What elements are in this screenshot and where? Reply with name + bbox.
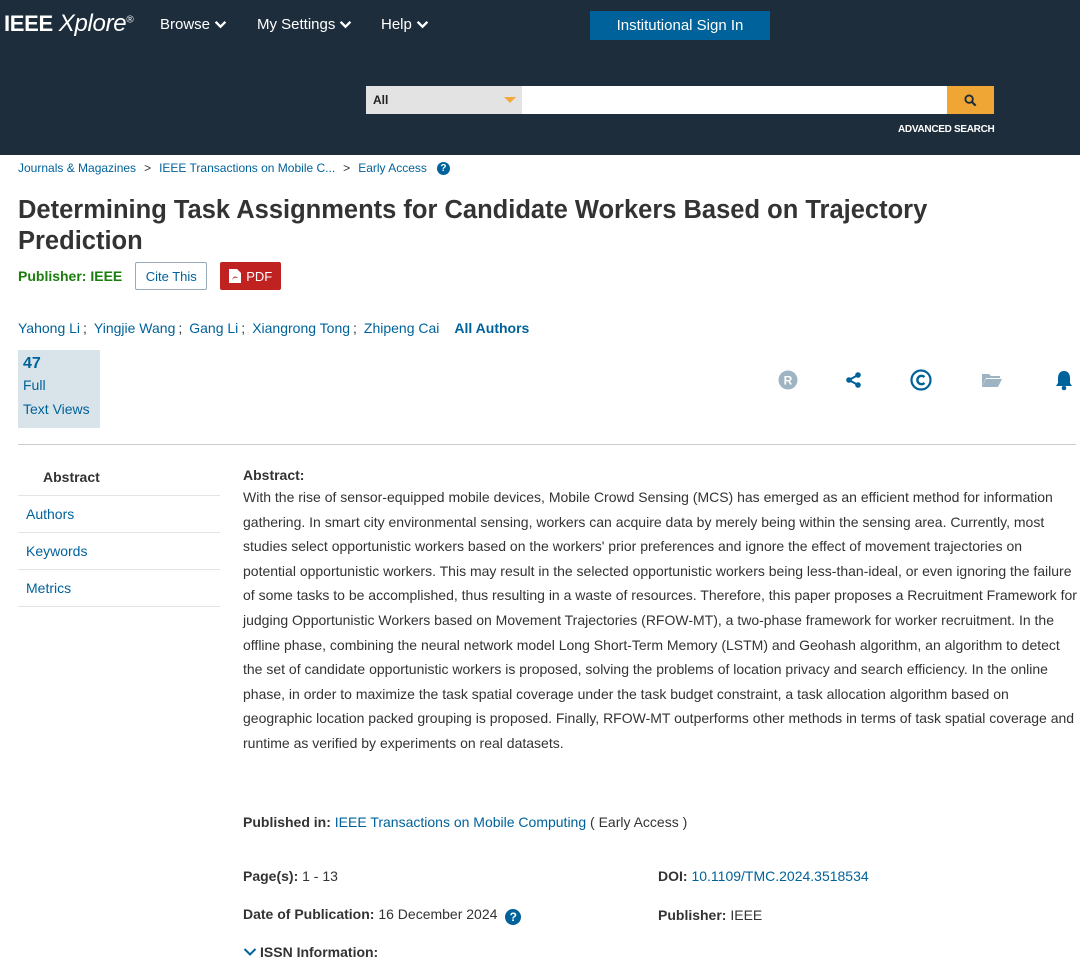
breadcrumb-separator: > — [144, 161, 152, 175]
doi-row — [658, 868, 869, 884]
search-button[interactable] — [947, 86, 994, 114]
folder-icon[interactable] — [981, 369, 1003, 391]
author-link[interactable]: Yingjie Wang — [93, 320, 176, 336]
views-label-line2: Text Views — [23, 401, 90, 417]
published-in-journal-link[interactable]: IEEE Transactions on Mobile Computing — [334, 814, 587, 830]
nav-browse[interactable] — [160, 16, 227, 33]
author-separator: ; — [353, 320, 357, 336]
publisher-detail-value: IEEE — [730, 907, 763, 923]
pages-label: Page(s): — [243, 868, 299, 884]
advanced-search-link[interactable]: ADVANCED SEARCH — [898, 124, 995, 135]
breadcrumb-journals[interactable]: Journals & Magazines — [18, 161, 137, 175]
abstract-section — [243, 465, 1078, 756]
search-icon — [964, 94, 977, 107]
abstract-heading: Abstract: — [243, 467, 305, 483]
publisher-label: Publisher: IEEE — [18, 268, 123, 284]
doi-link[interactable]: 10.1109/TMC.2024.3518534 — [691, 868, 869, 884]
article-title: Determining Task Assignments for Candidate Workers Based on Trajectory Prediction — [18, 196, 928, 255]
author-separator: ; — [178, 320, 183, 336]
author-separator: ; — [241, 320, 246, 336]
doi-label: DOI: — [658, 868, 688, 884]
author-link[interactable]: Xiangrong Tong — [252, 320, 351, 336]
full-text-views-metric[interactable] — [18, 350, 100, 428]
logo-text-xplore: Xplore — [58, 10, 127, 37]
author-list — [18, 320, 529, 336]
pdf-button-label: PDF — [246, 268, 273, 284]
publisher-row — [18, 262, 281, 290]
cite-this-button[interactable]: Cite This — [135, 262, 207, 290]
sidenav-authors[interactable]: Authors — [18, 496, 220, 533]
nav-my-settings[interactable] — [257, 16, 352, 33]
caret-down-icon — [504, 97, 516, 103]
breadcrumb-journal[interactable]: IEEE Transactions on Mobile C... — [159, 161, 336, 175]
nav-my-settings-label: My Settings — [257, 16, 336, 33]
published-in-row — [243, 814, 687, 830]
breadcrumb — [18, 161, 450, 175]
author-link[interactable]: Zhipeng Cai — [363, 320, 440, 336]
help-icon[interactable]: ? — [505, 909, 521, 925]
nav-browse-label: Browse — [160, 16, 211, 33]
rights-icon[interactable] — [777, 369, 799, 391]
logo-reg-mark: ® — [126, 14, 134, 26]
institutional-sign-in-button[interactable]: Institutional Sign In — [590, 11, 770, 40]
search-scope-select[interactable] — [366, 86, 522, 114]
ieee-xplore-logo[interactable] — [4, 10, 133, 38]
chevron-down-icon — [339, 18, 352, 31]
pdf-file-icon — [229, 269, 241, 283]
author-link[interactable]: Gang Li — [189, 320, 239, 336]
date-value: 16 December 2024 — [378, 906, 498, 922]
sidenav-metrics[interactable]: Metrics — [18, 570, 220, 607]
share-icon[interactable] — [843, 369, 865, 391]
published-in-suffix: ( Early Access ) — [590, 814, 688, 830]
chevron-down-icon — [416, 18, 429, 31]
views-label-line1: Full — [23, 377, 46, 393]
logo-text-ieee: IEEE — [4, 11, 53, 36]
chevron-down-icon — [214, 18, 227, 31]
all-authors-link[interactable]: All Authors — [454, 320, 530, 336]
published-in-label: Published in: — [243, 814, 331, 830]
author-link[interactable]: Yahong Li — [18, 320, 81, 336]
breadcrumb-separator: > — [343, 161, 351, 175]
issn-information-toggle[interactable] — [243, 944, 378, 960]
chevron-down-icon — [243, 946, 257, 958]
search-input[interactable] — [522, 86, 947, 114]
sidenav-keywords[interactable]: Keywords — [18, 533, 220, 570]
nav-help[interactable] — [381, 16, 429, 33]
pdf-button[interactable] — [220, 262, 281, 290]
site-header — [0, 0, 1080, 155]
views-count: 47 — [23, 355, 41, 372]
help-icon[interactable]: ? — [437, 162, 450, 175]
article-side-nav — [18, 459, 220, 607]
svg-text:R: R — [783, 373, 793, 388]
date-label: Date of Publication: — [243, 906, 375, 922]
pages-row — [243, 868, 338, 884]
section-divider — [18, 444, 1076, 445]
date-of-publication-row — [243, 906, 521, 925]
abstract-text: With the rise of sensor-equipped mobile devices, Mobile Crowd Sensing (MCS) has emerged as an efficient method for information gathering. In smart city environmental sensing, workers can acquire data by merely being within the sensing area. Currently, most studies select opportunistic workers based on the workers' prior preferences and ignore the effect of movement trajectories on potential opportunistic workers. This may result in the selected opportunistic workers being less-than-ideal, or even ignoring the failure of some tasks to be accomplished, thus resulting in a waste of resources. Therefore, this paper proposes a Recruitment Framework for judging Opportunistic Workers based on Movement Trajectories (RFOW-MT), a two-phase framework for worker recruitment. In the offline phase, combining the neural network model Long Short-Term Memory (LSTM) and Geohash algorithm, an algorithm to detect the set of candidate opportunistic workers is proposed, solving the problems of location privacy and search efficiency. In the online phase, in order to maximize the task spatial coverage under the task budget constraint, a task allocation algorithm based on geographic location packed grouping is proposed. Finally, RFOW-MT outperforms other methods in terms of task spatial coverage and runtime as verified by experiments on real datasets. — [243, 489, 1077, 751]
sidenav-abstract[interactable]: Abstract — [18, 459, 220, 496]
issn-label: ISSN Information: — [260, 944, 379, 960]
breadcrumb-early-access[interactable]: Early Access — [358, 161, 427, 175]
nav-help-label: Help — [381, 16, 412, 33]
search-scope-value: All — [373, 93, 389, 107]
author-separator: ; — [83, 320, 87, 336]
search-bar — [366, 86, 994, 114]
pages-value: 1 - 13 — [302, 868, 338, 884]
copyright-icon[interactable] — [910, 369, 932, 391]
publisher-detail-row — [658, 907, 762, 923]
bell-icon[interactable] — [1053, 369, 1075, 391]
publisher-detail-label: Publisher: — [658, 907, 727, 923]
